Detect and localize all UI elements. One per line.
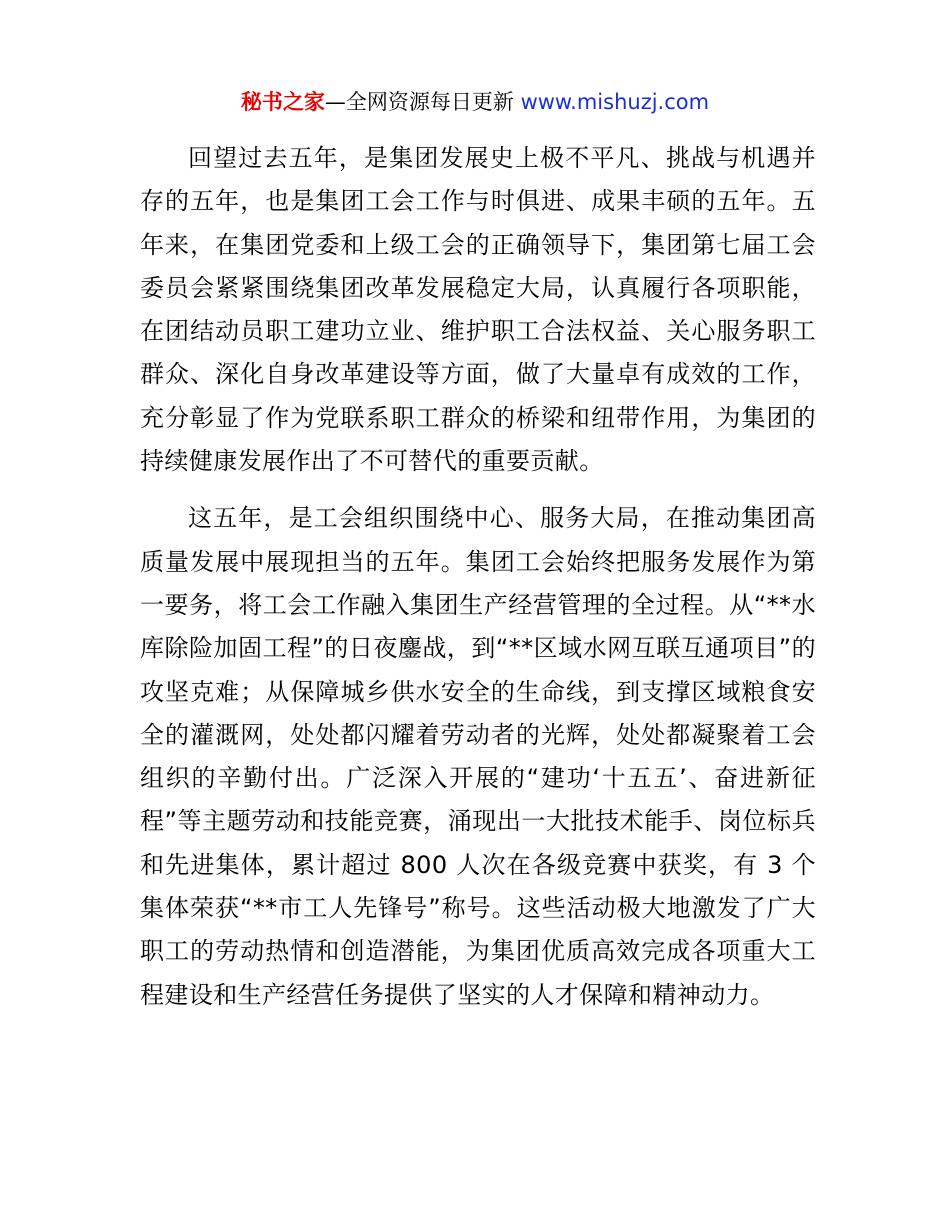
brand-name: 秘书之家 xyxy=(240,90,325,114)
header-tagline: —全网资源每日更新 xyxy=(324,90,521,114)
paragraph-1: 回望过去五年，是集团发展史上极不平凡、挑战与机遇并存的五年，也是集团工会工作与时俱进、成果丰硕的五年。五年来，在集团党委和上级工会的正确领导下，集团第七届工会委员会紧紧围绕集团改革发展稳定大局，认真履行各项职能，在团结动员职工建功立业、维护职工合法权益、关心服务职工群众、深化自身改革建设等方面，做了大量卓有成效的工作，充分彰显了作为党联系职工群众的桥梁和纽带作用，为集团的持续健康发展作出了不可替代的重要贡献。 xyxy=(140,144,816,476)
page-header xyxy=(0,86,950,118)
website-link[interactable]: www.mishuzj.com xyxy=(520,90,710,114)
paragraph-2: 这五年，是工会组织围绕中心、服务大局，在推动集团高质量发展中展现担当的五年。集团工会始终把服务发展作为第一要务，将工会工作融入集团生产经营管理的全过程。从“**水库除险加固工程”的日夜鏖战，到“**区域水网互联互通项目”的攻坚克难；从保障城乡供水安全的生命线，到支撑区域粮食安全的灌溉网，处处都闪耀着劳动者的光辉，处处都凝聚着工会组织的辛勤付出。广泛深入开展的“建功‘十五五’、奋进新征程”等主题劳动和技能竞赛，涌现出一大批技术能手、岗位标兵和先进集体，累计超过 800 人次在各级竞赛中获奖，有 3 个集体荣获“**市工人先锋号”称号。这些活动极大地激发了广大职工的劳动热情和创造潜能，为集团优质高效完成各项重大工程建设和生产经营任务提供了坚实的人才保障和精神动力。 xyxy=(140,504,816,1009)
document-body xyxy=(140,137,816,1017)
